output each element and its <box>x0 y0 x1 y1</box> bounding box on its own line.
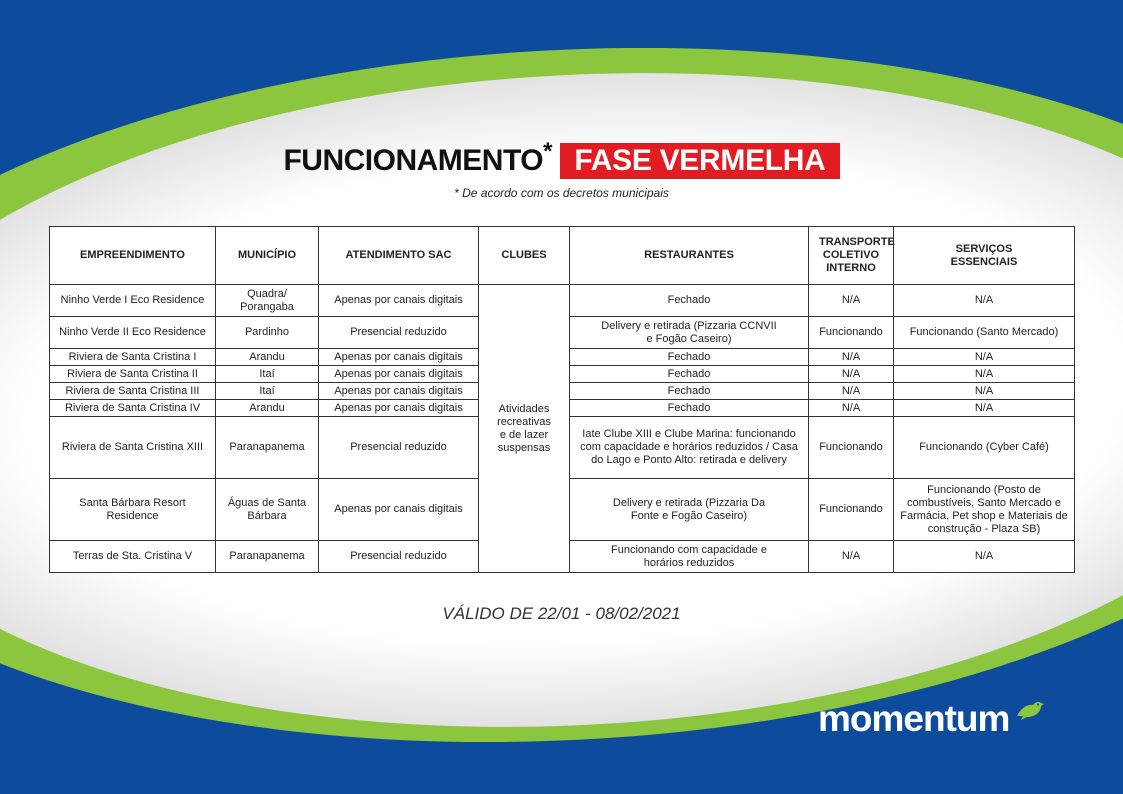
cell-servicos: N/A <box>894 541 1075 573</box>
cell-empreendimento: Santa Bárbara Resort Residence <box>50 479 216 541</box>
cell-sac: Apenas por canais digitais <box>319 349 479 366</box>
phase-badge: FASE VERMELHA <box>560 143 839 179</box>
cell-transporte: N/A <box>809 383 894 400</box>
cell-restaurantes: Funcionando com capacidade e horários reduzidos <box>570 541 809 573</box>
cell-empreendimento: Ninho Verde II Eco Residence <box>50 317 216 349</box>
cell-servicos: Funcionando (Posto de combustíveis, Santo Mercado e Farmácia, Pet shop e Materiais de construção - Plaza SB) <box>894 479 1075 541</box>
cell-empreendimento: Riviera de Santa Cristina IV <box>50 400 216 417</box>
cell-servicos: N/A <box>894 285 1075 317</box>
header-sac: ATENDIMENTO SAC <box>319 227 479 285</box>
cell-transporte: N/A <box>809 366 894 383</box>
header-empreendimento: EMPREENDIMENTO <box>50 227 216 285</box>
page-title <box>0 138 1123 179</box>
cell-restaurantes: Delivery e retirada (Pizzaria CCNVII e Fogão Caseiro) <box>570 317 809 349</box>
cell-sac: Apenas por canais digitais <box>319 383 479 400</box>
header-municipio: MUNICÍPIO <box>216 227 319 285</box>
cell-restaurantes: Delivery e retirada (Pizzaria Da Fonte e Fogão Caseiro) <box>570 479 809 541</box>
status-table <box>49 226 1075 573</box>
cell-transporte: Funcionando <box>809 417 894 479</box>
cell-transporte: Funcionando <box>809 317 894 349</box>
cell-servicos: Funcionando (Santo Mercado) <box>894 317 1075 349</box>
cell-sac: Apenas por canais digitais <box>319 400 479 417</box>
cell-municipio: Águas de Santa Bárbara <box>216 479 319 541</box>
table-header-row <box>50 227 1075 285</box>
cell-empreendimento: Riviera de Santa Cristina I <box>50 349 216 366</box>
cell-clubes: Atividades recreativas e de lazer suspensas <box>479 285 570 573</box>
title-asterisk: * <box>543 138 553 165</box>
table-row <box>50 285 1075 317</box>
header-transporte: TRANSPORTE COLETIVO INTERNO <box>809 227 894 285</box>
cell-empreendimento: Riviera de Santa Cristina XIII <box>50 417 216 479</box>
header-clubes: CLUBES <box>479 227 570 285</box>
cell-municipio: Quadra/ Porangaba <box>216 285 319 317</box>
decree-note: * De acordo com os decretos municipais <box>454 186 669 200</box>
cell-sac: Presencial reduzido <box>319 541 479 573</box>
cell-restaurantes: Fechado <box>570 400 809 417</box>
cell-transporte: N/A <box>809 400 894 417</box>
cell-servicos: N/A <box>894 349 1075 366</box>
cell-municipio: Arandu <box>216 400 319 417</box>
cell-transporte: Funcionando <box>809 479 894 541</box>
validity-text: VÁLIDO DE 22/01 - 08/02/2021 <box>442 604 681 623</box>
cell-sac: Presencial reduzido <box>319 317 479 349</box>
cell-sac: Presencial reduzido <box>319 417 479 479</box>
cell-restaurantes: Fechado <box>570 366 809 383</box>
cell-municipio: Paranapanema <box>216 417 319 479</box>
cell-municipio: Pardinho <box>216 317 319 349</box>
cell-empreendimento: Riviera de Santa Cristina II <box>50 366 216 383</box>
cell-restaurantes: Iate Clube XIII e Clube Marina: funcionando com capacidade e horários reduzidos / Casa do Lago e Ponto Alto: retirada e delivery <box>570 417 809 479</box>
cell-sac: Apenas por canais digitais <box>319 285 479 317</box>
cell-servicos: N/A <box>894 366 1075 383</box>
cell-restaurantes: Fechado <box>570 349 809 366</box>
cell-restaurantes: Fechado <box>570 383 809 400</box>
cell-municipio: Itaí <box>216 383 319 400</box>
cell-municipio: Arandu <box>216 349 319 366</box>
header-restaurantes: RESTAURANTES <box>570 227 809 285</box>
cell-transporte: N/A <box>809 285 894 317</box>
title-text: FUNCIONAMENTO <box>283 144 544 178</box>
cell-sac: Apenas por canais digitais <box>319 479 479 541</box>
cell-servicos: Funcionando (Cyber Café) <box>894 417 1075 479</box>
cell-restaurantes: Fechado <box>570 285 809 317</box>
cell-municipio: Paranapanema <box>216 541 319 573</box>
cell-transporte: N/A <box>809 349 894 366</box>
momentum-logo <box>818 698 1048 748</box>
brand-name: momentum <box>818 698 1010 739</box>
cell-empreendimento: Terras de Sta. Cristina V <box>50 541 216 573</box>
header-servicos: SERVIÇOS ESSENCIAIS <box>894 227 1075 285</box>
cell-transporte: N/A <box>809 541 894 573</box>
cell-servicos: N/A <box>894 383 1075 400</box>
table-body <box>50 285 1075 573</box>
cell-sac: Apenas por canais digitais <box>319 366 479 383</box>
bird-icon <box>1015 698 1045 722</box>
cell-empreendimento: Riviera de Santa Cristina III <box>50 383 216 400</box>
cell-empreendimento: Ninho Verde I Eco Residence <box>50 285 216 317</box>
cell-servicos: N/A <box>894 400 1075 417</box>
cell-municipio: Itaí <box>216 366 319 383</box>
